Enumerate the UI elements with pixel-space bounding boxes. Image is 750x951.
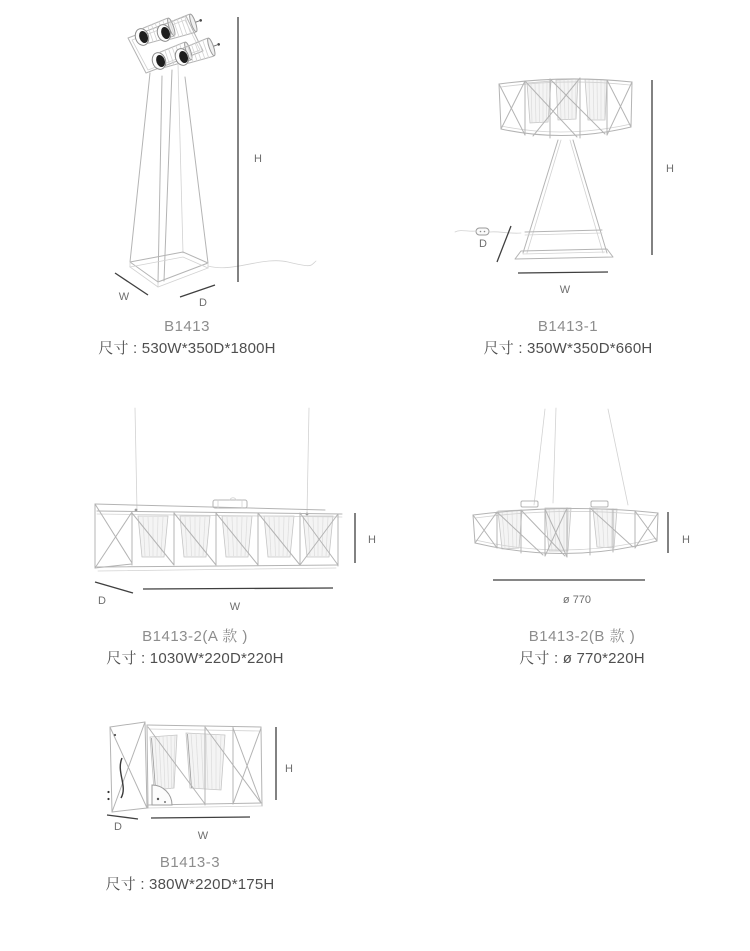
- power-cord: [455, 228, 521, 235]
- product-dimensions: 尺寸 : 530W*350D*1800H: [98, 340, 276, 357]
- width-dim-label: W: [559, 284, 571, 296]
- product-dimensions: 尺寸 : 350W*350D*660H: [483, 340, 653, 357]
- dimension-lines: [493, 512, 690, 606]
- product-model: B1413-2(A 款 ): [142, 628, 248, 645]
- product-dimensions: 尺寸 : ø 770*220H: [519, 650, 645, 667]
- suspension-wires: [135, 408, 309, 515]
- left-truss-face: [107, 722, 147, 812]
- product-label: [452, 627, 712, 669]
- suspension-wires: [534, 408, 628, 505]
- height-dim-label: H: [285, 763, 293, 775]
- depth-dim-label: D: [114, 821, 122, 833]
- width-dim-label: W: [118, 291, 130, 303]
- depth-dim-label: D: [479, 238, 487, 250]
- round-pendant-drawing: [455, 405, 705, 610]
- lamp-shades: [527, 79, 607, 123]
- depth-dim-label: D: [199, 297, 207, 309]
- product-label: [438, 317, 698, 359]
- product-label: [57, 317, 317, 359]
- lamp-legs: [130, 64, 208, 283]
- product-model: B1413-1: [537, 318, 599, 335]
- table-lamp-drawing: [455, 62, 700, 302]
- depth-dim-label: D: [98, 595, 106, 607]
- height-dim-label: H: [682, 534, 690, 546]
- product-dimensions: 尺寸 : 1030W*220D*220H: [106, 650, 284, 667]
- floor-lamp-drawing: [88, 0, 328, 315]
- diameter-dim-label: ø 770: [562, 594, 592, 606]
- product-label: [65, 627, 325, 669]
- width-dim-label: W: [197, 830, 209, 842]
- lamp-shades: [150, 733, 225, 790]
- product-model: B1413: [164, 318, 210, 335]
- product-label: [60, 853, 320, 895]
- width-dim-label: W: [229, 601, 241, 613]
- product-model: B1413-2(B 款 ): [528, 628, 636, 645]
- product-model: B1413-3: [159, 854, 221, 871]
- height-dim-label: H: [254, 153, 262, 165]
- product-dimensions: 尺寸 : 380W*220D*175H: [105, 876, 275, 893]
- box-lamp-drawing: [85, 700, 315, 850]
- lamp-base: [130, 252, 208, 287]
- height-dim-label: H: [666, 163, 674, 175]
- power-cord: [208, 261, 316, 268]
- lamp-legs: [515, 140, 613, 259]
- height-dim-label: H: [368, 534, 376, 546]
- spotlight-head: [128, 11, 223, 73]
- linear-pendant-drawing: [85, 405, 380, 620]
